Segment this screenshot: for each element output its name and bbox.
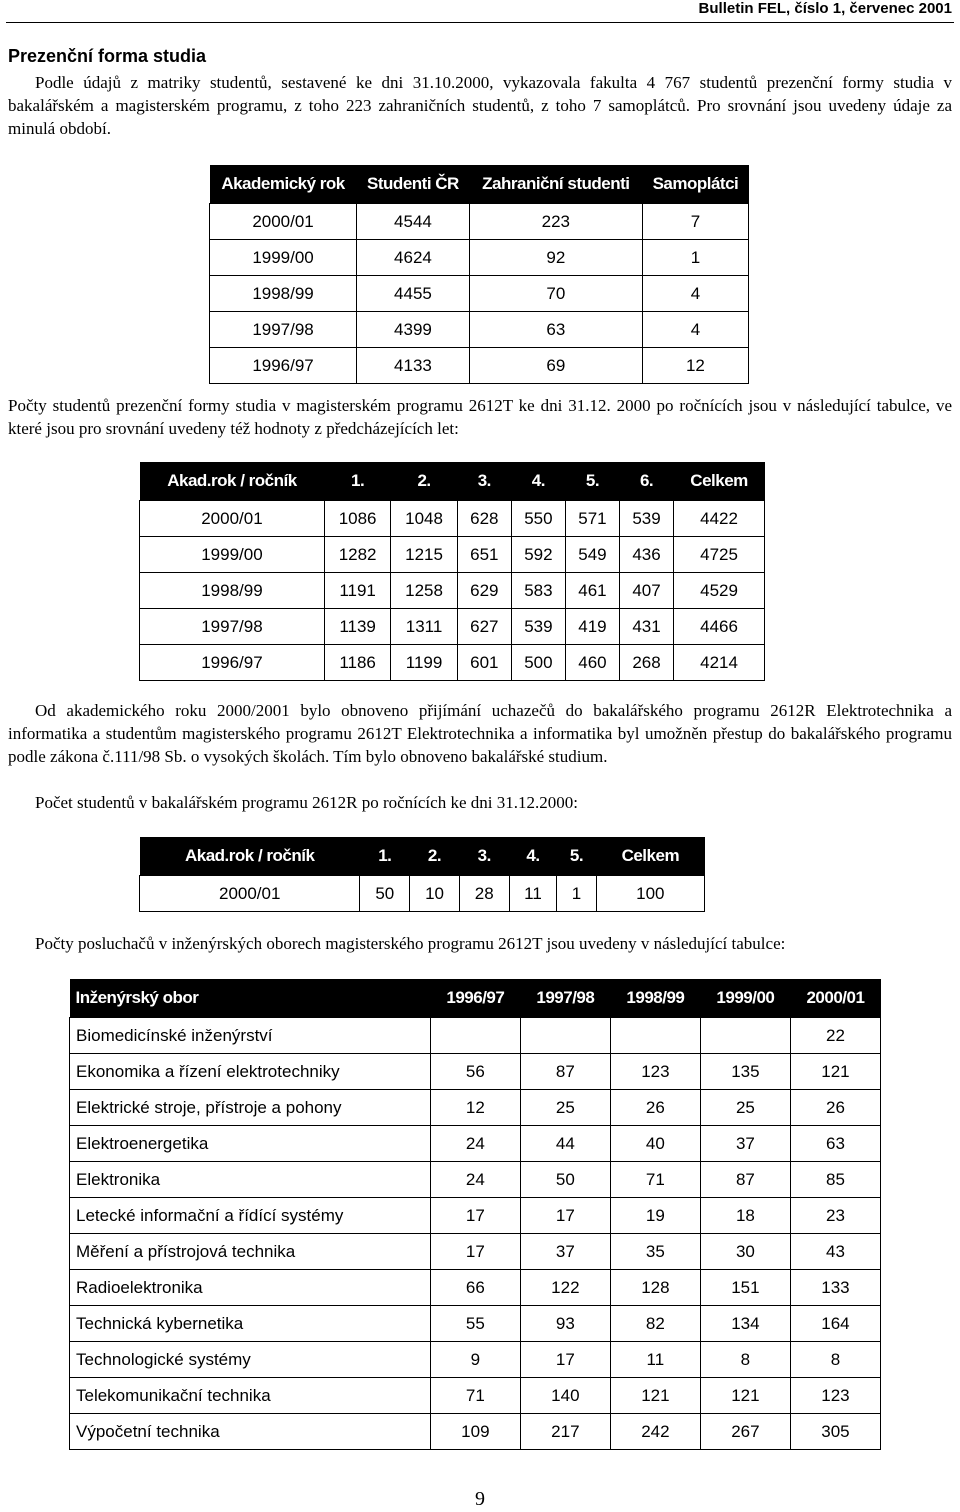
table-row [140, 573, 765, 609]
table-cell: 1996/97 [140, 645, 325, 681]
table-cell: 4455 [357, 276, 470, 312]
table-cell: 70 [469, 276, 642, 312]
table-cell: 63 [469, 312, 642, 348]
table-cell: 268 [620, 645, 674, 681]
table-cell: 1 [557, 876, 596, 912]
table-cell: 12 [642, 348, 748, 384]
table-cell: 1997/98 [140, 609, 325, 645]
paragraph-bachelor-count-text: Počet studentů v bakalářském programu 2612R po ročnících ke dni 31.12.2000: [35, 793, 578, 812]
table-cell: 4466 [674, 609, 765, 645]
column-header: 2000/01 [790, 979, 880, 1018]
table-cell: 55 [430, 1306, 520, 1342]
table-cell: 24 [430, 1126, 520, 1162]
table-cell: 121 [610, 1378, 700, 1414]
table-cell: 17 [430, 1234, 520, 1270]
table-cell: 460 [565, 645, 619, 681]
table-cell: 151 [700, 1270, 790, 1306]
table-cell: 22 [790, 1018, 880, 1054]
column-header: 1998/99 [610, 979, 700, 1018]
table-magister-by-grade [139, 462, 765, 681]
table-cell: 87 [520, 1054, 610, 1090]
table-cell: 135 [700, 1054, 790, 1090]
table-cell [430, 1018, 520, 1054]
column-header: 2. [391, 462, 457, 501]
table-cell: 17 [520, 1198, 610, 1234]
table-cell: Biomedicínské inženýrství [70, 1018, 431, 1054]
table-cell: 122 [520, 1270, 610, 1306]
table-cell: 629 [457, 573, 511, 609]
table-cell [520, 1018, 610, 1054]
table-row [70, 1198, 881, 1234]
table-cell: 267 [700, 1414, 790, 1450]
table-cell: 436 [620, 537, 674, 573]
table-cell: Výpočetní technika [70, 1414, 431, 1450]
table-row [210, 276, 749, 312]
table-students-by-year [209, 165, 749, 384]
bulletin-header: Bulletin FEL, číslo 1, červenec 2001 [698, 0, 952, 17]
table-row [70, 1306, 881, 1342]
table-cell: 4 [642, 312, 748, 348]
table-cell: 134 [700, 1306, 790, 1342]
table-cell: Ekonomika a řízení elektrotechniky [70, 1054, 431, 1090]
column-header: Akad.rok / ročník [140, 462, 325, 501]
table-cell: Telekomunikační technika [70, 1378, 431, 1414]
table-cell: 1996/97 [210, 348, 357, 384]
table-cell: 217 [520, 1414, 610, 1450]
table-cell: 539 [620, 501, 674, 537]
table-cell: 43 [790, 1234, 880, 1270]
table-cell: 109 [430, 1414, 520, 1450]
page-number: 9 [475, 1488, 485, 1510]
table-cell: 12 [430, 1090, 520, 1126]
table-row [70, 1018, 881, 1054]
column-header: Inženýrský obor [70, 979, 431, 1018]
table-cell: 25 [700, 1090, 790, 1126]
table-cell: 37 [520, 1234, 610, 1270]
table-cell: 10 [410, 876, 460, 912]
column-header: Celkem [674, 462, 765, 501]
column-header: 2. [410, 837, 460, 876]
table-cell: 1998/99 [140, 573, 325, 609]
table-cell: 583 [511, 573, 565, 609]
table-cell: Měření a přístrojová technika [70, 1234, 431, 1270]
column-header: 5. [565, 462, 619, 501]
table-row [140, 645, 765, 681]
table-cell: 305 [790, 1414, 880, 1450]
table-cell: 63 [790, 1126, 880, 1162]
table-row [70, 1090, 881, 1126]
table-cell: Technologické systémy [70, 1342, 431, 1378]
table-cell: 56 [430, 1054, 520, 1090]
column-header: 1999/00 [700, 979, 790, 1018]
table-cell: 128 [610, 1270, 700, 1306]
table-header-row [210, 165, 749, 204]
table-cell: 549 [565, 537, 619, 573]
table-cell: 4624 [357, 240, 470, 276]
paragraph-bachelor-info [8, 699, 952, 768]
table-cell: 1086 [324, 501, 390, 537]
table-cell: 1 [642, 240, 748, 276]
paragraph-bachelor-count [8, 791, 952, 814]
table-cell: 2000/01 [140, 876, 360, 912]
table-row [70, 1054, 881, 1090]
column-header: 5. [557, 837, 596, 876]
table-cell: 71 [610, 1162, 700, 1198]
table-cell: 66 [430, 1270, 520, 1306]
table-cell: 1997/98 [210, 312, 357, 348]
table-cell: 2000/01 [140, 501, 325, 537]
column-header: Zahraniční studenti [469, 165, 642, 204]
table-cell: 1186 [324, 645, 390, 681]
table-header-row [140, 837, 705, 876]
table-cell: 30 [700, 1234, 790, 1270]
table-cell: 50 [520, 1162, 610, 1198]
table-cell: 7 [642, 204, 748, 240]
table-cell: 71 [430, 1378, 520, 1414]
table-cell: 223 [469, 204, 642, 240]
table-cell: 40 [610, 1126, 700, 1162]
column-header: 3. [459, 837, 509, 876]
column-header: Studenti ČR [357, 165, 470, 204]
column-header: 1. [324, 462, 390, 501]
table-cell: Technická kybernetika [70, 1306, 431, 1342]
table-cell: 26 [790, 1090, 880, 1126]
table-cell: 19 [610, 1198, 700, 1234]
column-header: 1. [360, 837, 410, 876]
column-header: 4. [509, 837, 557, 876]
table-cell: 133 [790, 1270, 880, 1306]
table-cell: 4 [642, 276, 748, 312]
table-cell: 571 [565, 501, 619, 537]
table-row [210, 204, 749, 240]
table-cell: 24 [430, 1162, 520, 1198]
table-cell: 8 [790, 1342, 880, 1378]
table-cell: 50 [360, 876, 410, 912]
column-header: Akademický rok [210, 165, 357, 204]
table-cell: 539 [511, 609, 565, 645]
table-cell: 592 [511, 537, 565, 573]
column-header: 3. [457, 462, 511, 501]
table-cell: 121 [790, 1054, 880, 1090]
table-cell: 419 [565, 609, 619, 645]
table-row [70, 1234, 881, 1270]
section-title: Prezenční forma studia [8, 46, 207, 66]
table-cell: 44 [520, 1126, 610, 1162]
table-cell: 37 [700, 1126, 790, 1162]
table-cell: 123 [790, 1378, 880, 1414]
paragraph-engineering [8, 932, 952, 955]
table-cell: 1282 [324, 537, 390, 573]
table-row [70, 1126, 881, 1162]
table-cell: 461 [565, 573, 619, 609]
table-cell [610, 1018, 700, 1054]
table-cell: 431 [620, 609, 674, 645]
table-cell: 1999/00 [210, 240, 357, 276]
table-cell: 4422 [674, 501, 765, 537]
table-cell: 1258 [391, 573, 457, 609]
column-header: 1996/97 [430, 979, 520, 1018]
table-cell: 628 [457, 501, 511, 537]
table-cell: 4399 [357, 312, 470, 348]
table-cell: 26 [610, 1090, 700, 1126]
table-cell: 627 [457, 609, 511, 645]
table-row [70, 1342, 881, 1378]
header-rule [6, 22, 954, 23]
table-cell: 28 [459, 876, 509, 912]
table-row [140, 537, 765, 573]
table-cell: 550 [511, 501, 565, 537]
table-cell: 121 [700, 1378, 790, 1414]
table-row [70, 1414, 881, 1450]
table-cell: 4544 [357, 204, 470, 240]
table-row [70, 1162, 881, 1198]
table-cell: 87 [700, 1162, 790, 1198]
table-cell: 140 [520, 1378, 610, 1414]
table-cell: 164 [790, 1306, 880, 1342]
table-header-row [140, 462, 765, 501]
table-engineering-fields [69, 979, 881, 1450]
table-row [210, 240, 749, 276]
table-cell: 4214 [674, 645, 765, 681]
table-cell: 1215 [391, 537, 457, 573]
paragraph-bachelor-info-text: Od akademického roku 2000/2001 bylo obnoveno přijímání uchazečů do bakalářského programu 2612R Elektrotechnika a informatika a studentům magisterského programu 2612T Elektrotechnika a informatika byl umožněn přestup do bakalářského programu podle zákona č.111/98 Sb. o vysokých školách. Tím bylo obnoveno bakalářské studium. [8, 701, 952, 766]
column-header: 1997/98 [520, 979, 610, 1018]
table-cell: 601 [457, 645, 511, 681]
table-cell: 123 [610, 1054, 700, 1090]
table-cell: 25 [520, 1090, 610, 1126]
table-cell: 500 [511, 645, 565, 681]
table-cell: 9 [430, 1342, 520, 1378]
table-cell: 651 [457, 537, 511, 573]
table-row [210, 312, 749, 348]
table-row [210, 348, 749, 384]
table-cell: 92 [469, 240, 642, 276]
paragraph-intro [8, 71, 952, 140]
table-cell: 85 [790, 1162, 880, 1198]
table-cell: 69 [469, 348, 642, 384]
table-cell: 1139 [324, 609, 390, 645]
paragraph-intro-text: Podle údajů z matriky studentů, sestavené ke dni 31.10.2000, vykazovala fakulta 4 767 studentů prezenční formy studia v bakalářském a magisterském programu, z toho 223 zahraničních studentů, z toho 7 samoplátců. Pro srovnání jsou uvedeny údaje za minulá období. [8, 73, 952, 138]
table-cell: 1311 [391, 609, 457, 645]
paragraph-magister: Počty studentů prezenční formy studia v magisterském programu 2612T ke dni 31.12. 2000 po ročnících jsou v následující tabulce, ve které jsou pro srovnání uvedeny též hodnoty z předcházejících let: [8, 396, 952, 438]
table-cell: 1191 [324, 573, 390, 609]
table-cell: 242 [610, 1414, 700, 1450]
table-row [70, 1378, 881, 1414]
table-cell: Elektrické stroje, přístroje a pohony [70, 1090, 431, 1126]
table-header-row [70, 979, 881, 1018]
column-header: Celkem [596, 837, 704, 876]
table-cell: 93 [520, 1306, 610, 1342]
table-cell: 1199 [391, 645, 457, 681]
table-cell: 4133 [357, 348, 470, 384]
table-row [70, 1270, 881, 1306]
table-cell: 11 [610, 1342, 700, 1378]
table-row [140, 501, 765, 537]
table-cell: 1998/99 [210, 276, 357, 312]
table-cell: Letecké informační a řídící systémy [70, 1198, 431, 1234]
table-cell: 2000/01 [210, 204, 357, 240]
table-cell: Elektroenergetika [70, 1126, 431, 1162]
table-cell: Radioelektronika [70, 1270, 431, 1306]
table-cell: 1999/00 [140, 537, 325, 573]
column-header: 4. [511, 462, 565, 501]
table-row [140, 876, 705, 912]
table-row [140, 609, 765, 645]
column-header: 6. [620, 462, 674, 501]
table-cell: 18 [700, 1198, 790, 1234]
table-cell: 17 [520, 1342, 610, 1378]
table-cell: 100 [596, 876, 704, 912]
table-bachelor-by-grade [139, 837, 705, 912]
table-cell: 8 [700, 1342, 790, 1378]
column-header: Samoplátci [642, 165, 748, 204]
paragraph-engineering-text: Počty posluchačů v inženýrských oborech magisterského programu 2612T jsou uvedeny v následující tabulce: [35, 934, 786, 953]
table-cell: 82 [610, 1306, 700, 1342]
table-cell: 35 [610, 1234, 700, 1270]
table-cell: 17 [430, 1198, 520, 1234]
table-cell: 23 [790, 1198, 880, 1234]
column-header: Akad.rok / ročník [140, 837, 360, 876]
table-cell: 4529 [674, 573, 765, 609]
table-cell: 11 [509, 876, 557, 912]
table-cell: 4725 [674, 537, 765, 573]
table-cell [700, 1018, 790, 1054]
table-cell: Elektronika [70, 1162, 431, 1198]
table-cell: 1048 [391, 501, 457, 537]
table-cell: 407 [620, 573, 674, 609]
